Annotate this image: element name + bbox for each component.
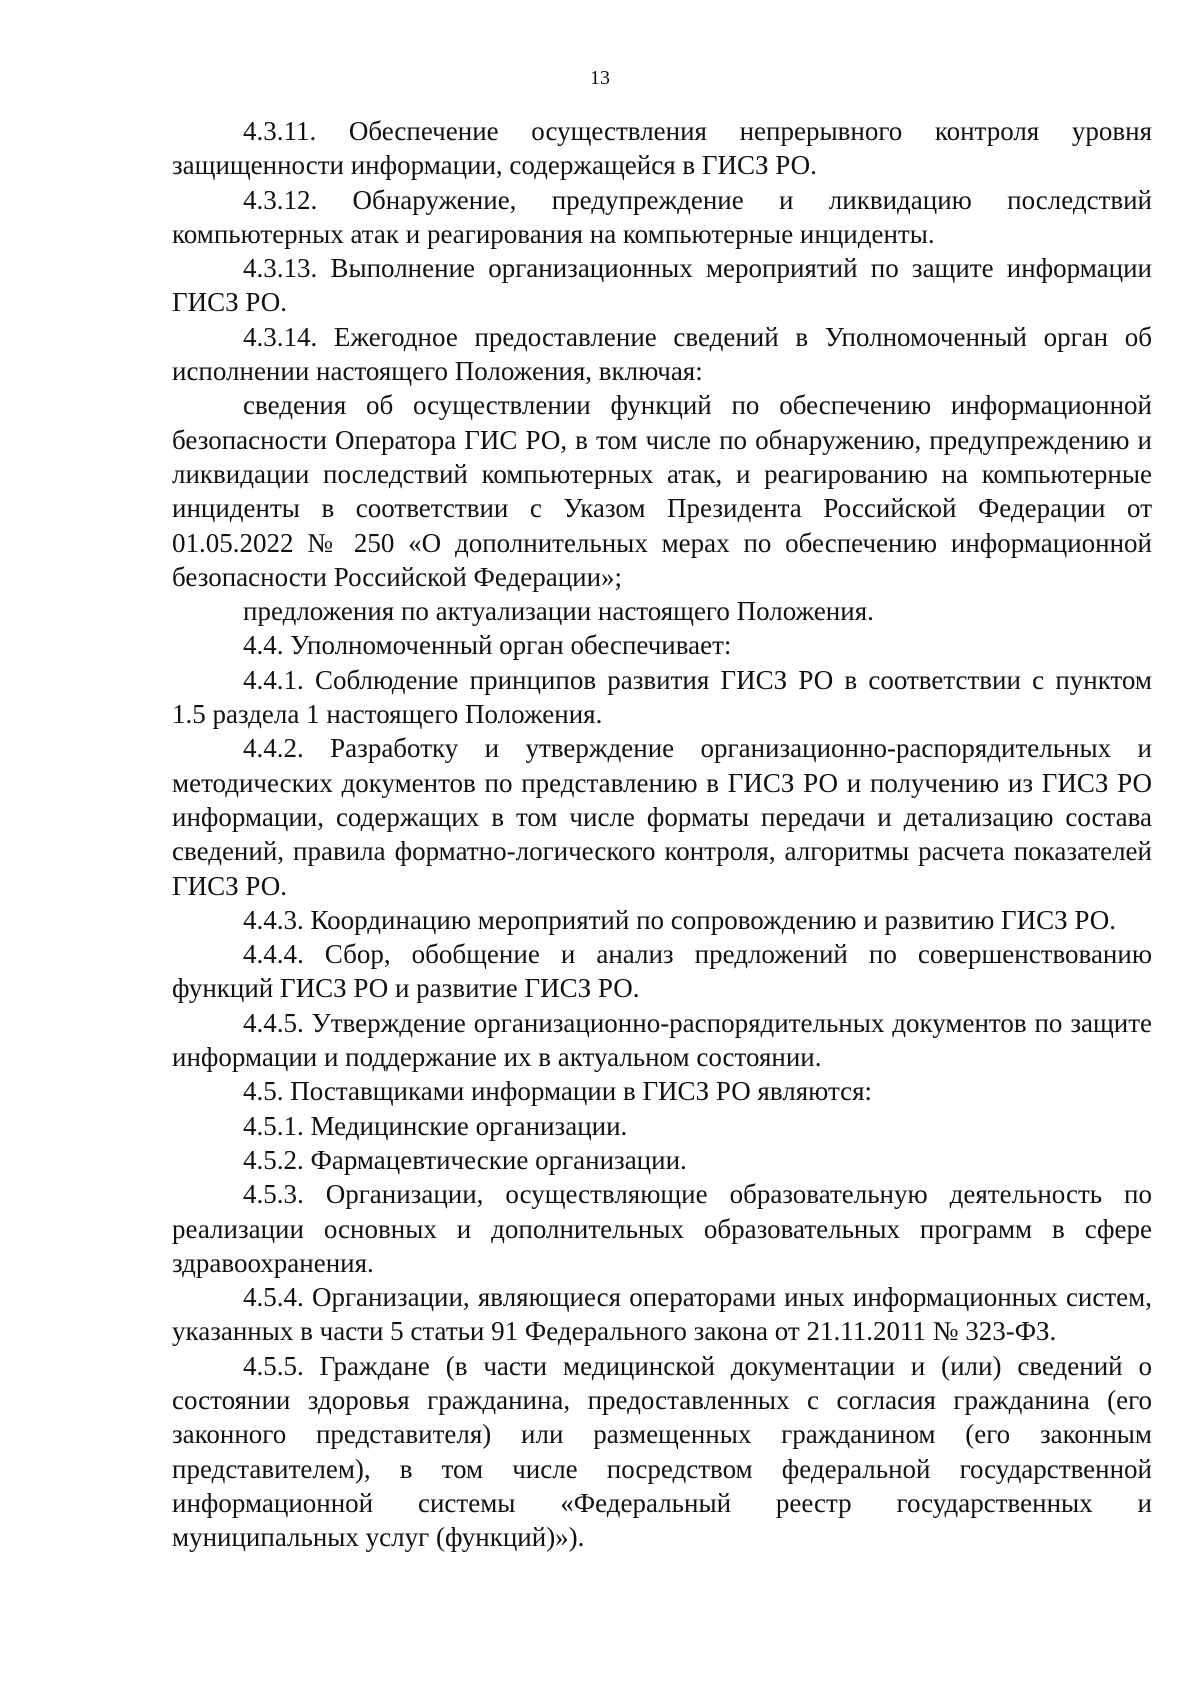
paragraph-4-3-11: 4.3.11. Обеспечение осуществления непрерывного контроля уровня защищенности информации, содержащейся в ГИСЗ РО. xyxy=(172,116,1152,181)
paragraph-4-3-12: 4.3.12. Обнаружение, предупреждение и ликвидацию последствий компьютерных атак и реагирования на компьютерные инциденты. xyxy=(172,184,1152,249)
paragraph-4-4-5: 4.4.5. Утверждение организационно-распорядительных документов по защите информации и поддержание их в актуальном состоянии. xyxy=(172,1007,1152,1073)
paragraph-4-5-5: 4.5.5. Граждане (в части медицинской документации и (или) сведений о состоянии здоровья гражданина, предоставленных с согласия гражданина (его законного представителя) или размещенных гражданином (его законным представителем), в том числе посредством федеральной государственной информационной системы «Федеральный реестр государственных и муниципальных услуг (функций)»). xyxy=(172,1350,1152,1553)
paragraph-4-5-4: 4.5.4. Организации, являющиеся операторами иных информационных систем, указанных в части 5 статьи 91 Федерального закона от 21.11.2011 № 323-ФЗ. xyxy=(172,1282,1152,1347)
paragraph-4-4-4: 4.4.4. Сбор, обобщение и анализ предложений по совершенствованию функций ГИСЗ РО и развитие ГИСЗ РО. xyxy=(172,939,1152,1004)
paragraph-4-3-14: 4.3.14. Ежегодное предоставление сведений в Уполномоченный орган об исполнении настоящего Положения, включая: xyxy=(172,321,1152,387)
paragraph-4-5-2: 4.5.2. Фармацевтические организации. xyxy=(243,1144,687,1175)
paragraph-4-4: 4.4. Уполномоченный орган обеспечивает: xyxy=(243,630,732,661)
document-body xyxy=(172,114,1152,1554)
paragraph-4-3-14-item-2: предложения по актуализации настоящего Положения. xyxy=(243,596,874,627)
paragraph-4-5-1: 4.5.1. Медицинские организации. xyxy=(243,1110,628,1141)
page-number: 13 xyxy=(590,67,610,89)
paragraph-4-3-14-item-1: сведения об осуществлении функций по обеспечению информационной безопасности Оператора ГИС РО, в том числе по обнаружению, предупреждению и ликвидации последствий компьютерных атак, и реагированию на компьютерные инциденты в соответствии с Указом Президента Российской Федерации от 01.05.2022 № 250 «О дополнительных мерах по обеспечению информационной безопасности Российской Федерации»; xyxy=(172,390,1152,592)
paragraph-4-3-13: 4.3.13. Выполнение организационных мероприятий по защите информации ГИСЗ РО. xyxy=(172,253,1152,318)
paragraph-4-4-1: 4.4.1. Соблюдение принципов развития ГИСЗ РО в соответствии с пунктом 1.5 раздела 1 настоящего Положения. xyxy=(172,664,1152,730)
paragraph-4-4-3: 4.4.3. Координацию мероприятий по сопровождению и развитию ГИСЗ РО. xyxy=(243,904,1117,935)
paragraph-4-5-3: 4.5.3. Организации, осуществляющие образовательную деятельность по реализации основных и дополнительных образовательных программ в сфере здравоохранения. xyxy=(172,1179,1152,1278)
paragraph-4-4-2: 4.4.2. Разработку и утверждение организационно-распорядительных и методических документов по представлению в ГИСЗ РО и получению из ГИСЗ РО информации, содержащих в том числе форматы передачи и детализацию состава сведений, правила форматно-логического контроля, алгоритмы расчета показателей ГИСЗ РО. xyxy=(172,733,1152,901)
paragraph-4-5: 4.5. Поставщиками информации в ГИСЗ РО являются: xyxy=(243,1076,872,1107)
